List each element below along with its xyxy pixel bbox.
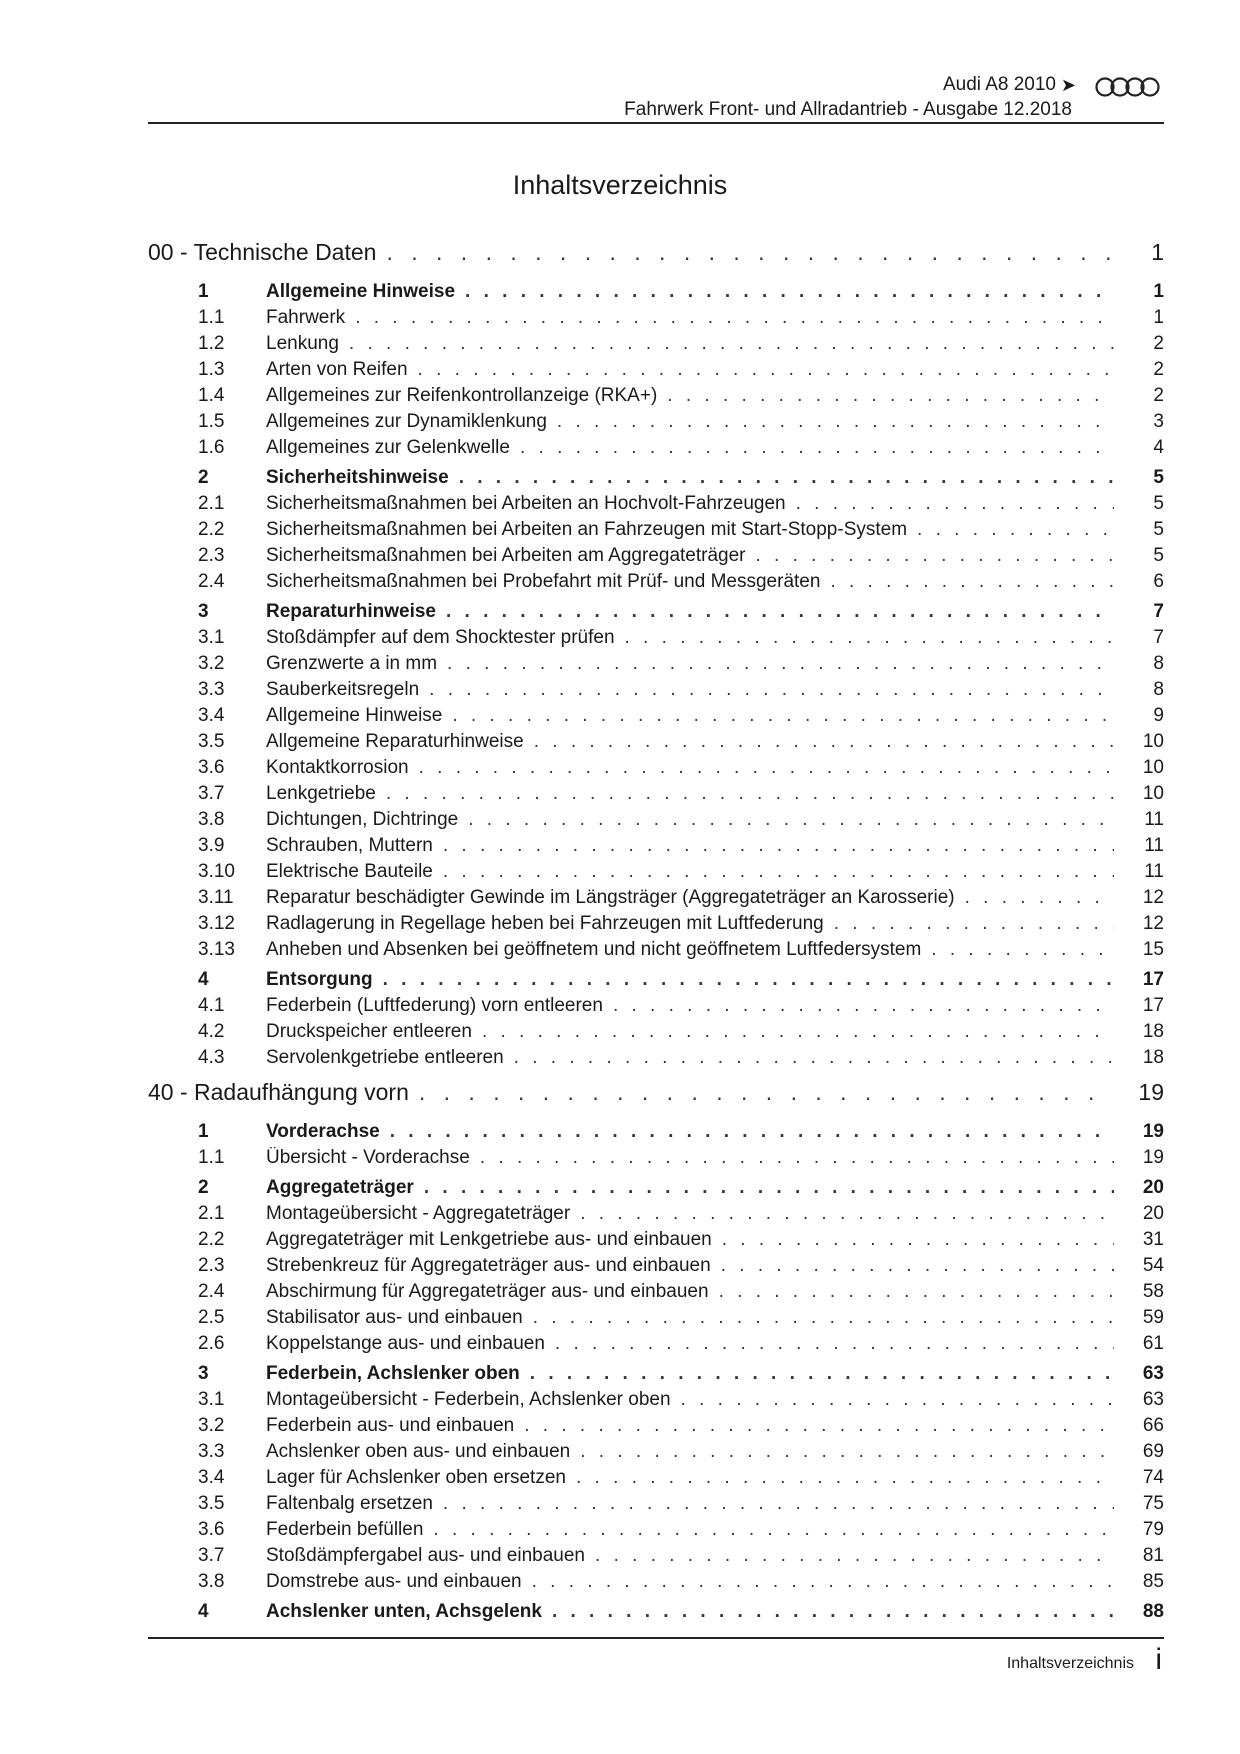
dot-leader (433, 1519, 1114, 1541)
toc-entry-page: 5 (1153, 545, 1164, 566)
toc-entry-number: 3.11 (198, 887, 234, 908)
toc-entry-page: 4 (1153, 437, 1164, 458)
toc-sub-row[interactable] (148, 995, 1164, 1021)
toc-entry-title: Abschirmung für Aggregateträger aus- und einbauen (266, 1281, 709, 1302)
dot-leader (756, 545, 1115, 567)
dot-leader (383, 969, 1114, 991)
dot-leader (446, 601, 1114, 623)
header-subtitle: Fahrwerk Front- und Allradantrieb - Ausgabe 12.2018 (624, 99, 1072, 120)
toc-sub-row[interactable] (148, 835, 1164, 861)
dot-leader (480, 1147, 1114, 1169)
toc-entry-title: Kontaktkorrosion (266, 757, 409, 778)
toc-entry-page: 11 (1144, 809, 1164, 830)
toc-section-row[interactable] (148, 1177, 1164, 1203)
toc-sub-row[interactable] (148, 359, 1164, 385)
toc-sub-row[interactable] (148, 385, 1164, 411)
dot-leader (681, 1389, 1114, 1411)
toc-entry-number: 2.5 (198, 1307, 225, 1328)
toc-entry-page: 85 (1142, 1571, 1164, 1592)
toc-entry-title: Fahrwerk (266, 307, 346, 328)
toc-entry-title: Lager für Achslenker oben ersetzen (266, 1467, 566, 1488)
toc-entry-page: 12 (1142, 913, 1164, 934)
toc-section-row[interactable] (148, 969, 1164, 995)
toc-entry-title: Lenkung (266, 333, 339, 354)
toc-entry-title: Reparaturhinweise (266, 601, 436, 622)
dot-leader (447, 653, 1114, 675)
toc-sub-row[interactable] (148, 1389, 1164, 1415)
toc-entry-page: 63 (1142, 1363, 1164, 1384)
toc-entry-title: Sicherheitsmaßnahmen bei Probefahrt mit Prüf- und Messgeräten (266, 571, 821, 592)
toc-entry-page: 1 (1153, 281, 1164, 302)
toc-entry-number: 2.2 (198, 519, 225, 540)
table-of-contents (148, 239, 1164, 1627)
toc-entry-number: 3.4 (198, 1467, 225, 1488)
toc-entry-title: Koppelstange aus- und einbauen (266, 1333, 545, 1354)
toc-sub-row[interactable] (148, 1281, 1164, 1307)
toc-entry-number: 2.1 (198, 493, 225, 514)
toc-entry-page: 31 (1142, 1229, 1164, 1250)
toc-sub-row[interactable] (148, 571, 1164, 597)
toc-entry-number: 1.1 (198, 307, 225, 328)
toc-entry-page: 11 (1144, 835, 1164, 856)
toc-entry-number: 3.7 (198, 1545, 225, 1566)
toc-sub-row[interactable] (148, 333, 1164, 359)
toc-entry-number: 1.6 (198, 437, 225, 458)
toc-sub-row[interactable] (148, 1571, 1164, 1597)
toc-entry-number: 2.3 (198, 545, 225, 566)
toc-entry-title: Allgemeine Hinweise (266, 281, 456, 302)
arrow-icon: ➤ (1060, 75, 1076, 95)
toc-entry-number: 3.6 (198, 1519, 225, 1540)
toc-entry-page: 88 (1142, 1601, 1164, 1622)
dot-leader (721, 1255, 1114, 1277)
toc-entry-number: 3.1 (198, 1389, 225, 1410)
toc-entry-page: 59 (1142, 1307, 1164, 1328)
dot-leader (468, 809, 1114, 831)
toc-sub-row[interactable] (148, 731, 1164, 757)
toc-sub-row[interactable] (148, 1545, 1164, 1571)
toc-chapter-row[interactable] (148, 239, 1164, 277)
toc-entry-number: 3.10 (198, 861, 235, 882)
toc-entry-number: 2.1 (198, 1203, 225, 1224)
toc-entry-title: Stoßdämpfergabel aus- und einbauen (266, 1545, 586, 1566)
dot-leader (830, 571, 1114, 593)
toc-sub-row[interactable] (148, 783, 1164, 809)
dot-leader (524, 1415, 1114, 1437)
toc-entry-number: 2.4 (198, 1281, 225, 1302)
toc-entry-title: Achslenker unten, Achsgelenk (266, 1601, 542, 1622)
toc-entry-page: 8 (1153, 679, 1164, 700)
page-title: Inhaltsverzeichnis (512, 170, 728, 200)
toc-entry-number: 1.2 (198, 333, 225, 354)
dot-leader (917, 519, 1114, 541)
toc-sub-row[interactable] (148, 1255, 1164, 1281)
toc-entry-page: 19 (1142, 1147, 1164, 1168)
toc-entry-page: 9 (1153, 705, 1164, 726)
toc-entry-number: 3.6 (198, 757, 225, 778)
toc-entry-page: 74 (1142, 1467, 1164, 1488)
footer-label: Inhaltsverzeichnis (1006, 1655, 1134, 1672)
toc-entry-page: 18 (1142, 1047, 1164, 1068)
toc-entry-number: 1 (198, 1121, 209, 1142)
toc-entry-title: Servolenkgetriebe entleeren (266, 1047, 504, 1068)
toc-entry-page: 3 (1153, 411, 1164, 432)
toc-entry-title: Federbein, Achslenker oben (266, 1363, 520, 1384)
toc-entry-title: Aggregateträger (266, 1177, 414, 1198)
dot-leader (719, 1281, 1114, 1303)
toc-sub-row[interactable] (148, 861, 1164, 887)
toc-entry-title: Allgemeines zur Gelenkwelle (266, 437, 510, 458)
toc-entry-number: 3.4 (198, 705, 225, 726)
toc-entry-number: 3.3 (198, 679, 225, 700)
toc-entry-number: 3.3 (198, 1441, 225, 1462)
toc-entry-number: 3.13 (198, 939, 235, 960)
toc-entry-title: Faltenbalg ersetzen (266, 1493, 433, 1514)
toc-entry-number: 4 (198, 1601, 209, 1622)
toc-entry-title: Grenzwerte a in mm (266, 653, 438, 674)
toc-entry-page: 63 (1142, 1389, 1164, 1410)
toc-sub-row[interactable] (148, 627, 1164, 653)
toc-sub-row[interactable] (148, 1203, 1164, 1229)
toc-entry-title: Federbein (Luftfederung) vorn entleeren (266, 995, 603, 1016)
toc-entry-number: 2.2 (198, 1229, 225, 1250)
toc-entry-page: 5 (1153, 519, 1164, 540)
toc-entry-number: 3.9 (198, 835, 225, 856)
toc-entry-title: Montageübersicht - Aggregateträger (266, 1203, 571, 1224)
toc-entry-page: 20 (1142, 1177, 1164, 1198)
toc-entry-number: 4.3 (198, 1047, 225, 1068)
dot-leader (418, 359, 1114, 381)
dot-leader (625, 627, 1114, 649)
toc-chapter-row[interactable] (148, 1079, 1164, 1117)
toc-section-row[interactable] (148, 1601, 1164, 1627)
toc-section-row[interactable] (148, 1363, 1164, 1389)
toc-entry-number: 3.8 (198, 809, 225, 830)
dot-leader (667, 385, 1114, 407)
dot-leader (580, 1203, 1114, 1225)
toc-entry-number: 4 (198, 969, 209, 990)
toc-sub-row[interactable] (148, 493, 1164, 519)
toc-entry-title: Sicherheitsmaßnahmen bei Arbeiten am Aggregateträger (266, 545, 746, 566)
toc-entry-title: Schrauben, Muttern (266, 835, 433, 856)
toc-sub-row[interactable] (148, 1307, 1164, 1333)
toc-entry-page: 69 (1142, 1441, 1164, 1462)
dot-leader (386, 239, 1114, 266)
toc-entry-page: 19 (1142, 1121, 1164, 1142)
toc-entry-number: 3.2 (198, 1415, 225, 1436)
toc-entry-page: 7 (1153, 601, 1164, 622)
toc-entry-title: Dichtungen, Dichtringe (266, 809, 459, 830)
toc-entry-number: 3 (198, 1363, 209, 1384)
toc-entry-title: Elektrische Bauteile (266, 861, 433, 882)
toc-entry-number: 1.1 (198, 1147, 225, 1168)
dot-leader (465, 281, 1114, 303)
page-header (148, 70, 1164, 124)
toc-entry-page: 20 (1142, 1203, 1164, 1224)
toc-entry-title: Sauberkeitsregeln (266, 679, 420, 700)
toc-sub-row[interactable] (148, 545, 1164, 571)
dot-leader (931, 939, 1114, 961)
toc-sub-row[interactable] (148, 757, 1164, 783)
toc-entry-page: 81 (1142, 1545, 1164, 1566)
header-model-text: Audi A8 2010 (942, 74, 1056, 95)
toc-entry-title: Lenkgetriebe (266, 783, 376, 804)
toc-entry-title: Allgemeine Hinweise (266, 705, 443, 726)
toc-entry-number: 2.6 (198, 1333, 225, 1354)
dot-leader (595, 1545, 1114, 1567)
toc-entry-number: 3.12 (198, 913, 235, 934)
toc-entry-number: 1.5 (198, 411, 225, 432)
toc-sub-row[interactable] (148, 1229, 1164, 1255)
toc-entry-page: 10 (1142, 757, 1164, 778)
dot-leader (443, 1493, 1114, 1515)
toc-sub-row[interactable] (148, 939, 1164, 965)
dot-leader (459, 467, 1114, 489)
toc-entry-number: 4.2 (198, 1021, 225, 1042)
toc-entry-title: Anheben und Absenken bei geöffnetem und nicht geöffnetem Luftfedersystem (266, 939, 922, 960)
toc-entry-page: 19 (1138, 1079, 1164, 1105)
dot-leader (424, 1177, 1114, 1199)
dot-leader (443, 861, 1114, 883)
header-model (943, 74, 1078, 96)
dot-leader (419, 1079, 1114, 1106)
dot-leader (452, 705, 1114, 727)
toc-sub-row[interactable] (148, 411, 1164, 437)
toc-entry-title: Allgemeines zur Reifenkontrollanzeige (RKA+) (266, 385, 658, 406)
toc-sub-row[interactable] (148, 679, 1164, 705)
toc-entry-page: 6 (1153, 571, 1164, 592)
toc-entry-page: 5 (1153, 467, 1164, 488)
dot-leader (390, 1121, 1114, 1143)
toc-entry-title: Druckspeicher entleeren (266, 1021, 472, 1042)
toc-entry-title: Arten von Reifen (266, 359, 408, 380)
toc-sub-row[interactable] (148, 519, 1164, 545)
toc-sub-row[interactable] (148, 1047, 1164, 1073)
toc-entry-page: 10 (1142, 731, 1164, 752)
dot-leader (834, 913, 1114, 935)
toc-sub-row[interactable] (148, 1467, 1164, 1493)
toc-sub-row[interactable] (148, 307, 1164, 333)
dot-leader (349, 333, 1114, 355)
toc-entry-page: 11 (1144, 861, 1164, 882)
dot-leader (532, 1571, 1114, 1593)
toc-sub-row[interactable] (148, 809, 1164, 835)
dot-leader (482, 1021, 1114, 1043)
toc-entry-title: Übersicht - Vorderachse (266, 1147, 470, 1168)
toc-entry-title: Federbein befüllen (266, 1519, 424, 1540)
toc-section-row[interactable] (148, 1121, 1164, 1147)
toc-entry-title: 00 - Technische Daten (148, 239, 377, 265)
toc-entry-title: Entsorgung (266, 969, 373, 990)
toc-entry-title: Montageübersicht - Federbein, Achslenker oben (266, 1389, 671, 1410)
toc-entry-title: Domstrebe aus- und einbauen (266, 1571, 522, 1592)
toc-entry-number: 3.8 (198, 1571, 225, 1592)
toc-entry-page: 2 (1153, 333, 1164, 354)
toc-sub-row[interactable] (148, 705, 1164, 731)
dot-leader (386, 783, 1114, 805)
dot-leader (534, 731, 1114, 753)
dot-leader (796, 493, 1114, 515)
toc-sub-row[interactable] (148, 1021, 1164, 1047)
toc-section-row[interactable] (148, 467, 1164, 493)
toc-entry-title: Allgemeines zur Dynamiklenkung (266, 411, 547, 432)
dot-leader (576, 1467, 1114, 1489)
dot-leader (533, 1307, 1114, 1329)
toc-entry-number: 3.1 (198, 627, 225, 648)
toc-entry-page: 58 (1142, 1281, 1164, 1302)
dot-leader (965, 887, 1114, 909)
dot-leader (443, 835, 1114, 857)
toc-entry-title: Allgemeine Reparaturhinweise (266, 731, 524, 752)
dot-leader (520, 437, 1114, 459)
toc-entry-title: Achslenker oben aus- und einbauen (266, 1441, 571, 1462)
toc-entry-number: 3.7 (198, 783, 225, 804)
toc-entry-page: 2 (1153, 359, 1164, 380)
toc-entry-title: Sicherheitshinweise (266, 467, 449, 488)
toc-entry-page: 17 (1142, 995, 1164, 1016)
toc-section-row[interactable] (148, 601, 1164, 627)
toc-entry-page: 75 (1142, 1493, 1164, 1514)
toc-entry-page: 15 (1142, 939, 1164, 960)
toc-sub-row[interactable] (148, 1519, 1164, 1545)
toc-entry-number: 3 (198, 601, 209, 622)
dot-leader (613, 995, 1114, 1017)
dot-leader (722, 1229, 1114, 1251)
toc-sub-row[interactable] (148, 437, 1164, 463)
toc-entry-page: 1 (1153, 307, 1164, 328)
toc-sub-row[interactable] (148, 913, 1164, 939)
toc-sub-row[interactable] (148, 1333, 1164, 1359)
toc-entry-page: 66 (1142, 1415, 1164, 1436)
toc-entry-page: 79 (1142, 1519, 1164, 1540)
toc-entry-title: Stabilisator aus- und einbauen (266, 1307, 523, 1328)
toc-entry-number: 2 (198, 467, 209, 488)
dot-leader (555, 1333, 1114, 1355)
toc-entry-number: 3.2 (198, 653, 225, 674)
toc-entry-page: 7 (1153, 627, 1164, 648)
toc-entry-page: 2 (1153, 385, 1164, 406)
page-footer (148, 1637, 1164, 1676)
toc-entry-page: 61 (1142, 1333, 1164, 1354)
dot-leader (355, 307, 1114, 329)
footer-page-number: i (1155, 1643, 1162, 1676)
toc-entry-title: 40 - Radaufhängung vorn (148, 1079, 409, 1105)
toc-entry-page: 10 (1142, 783, 1164, 804)
audi-rings-icon (1094, 76, 1164, 98)
toc-entry-page: 54 (1142, 1255, 1164, 1276)
toc-entry-title: Reparatur beschädigter Gewinde im Längsträger (Aggregateträger an Karosserie) (266, 887, 955, 908)
dot-leader (429, 679, 1114, 701)
toc-entry-title: Stoßdämpfer auf dem Shocktester prüfen (266, 627, 615, 648)
toc-sub-row[interactable] (148, 887, 1164, 913)
toc-entry-number: 1.3 (198, 359, 225, 380)
toc-sub-row[interactable] (148, 1493, 1164, 1519)
dot-leader (580, 1441, 1114, 1463)
toc-sub-row[interactable] (148, 1415, 1164, 1441)
toc-entry-page: 5 (1153, 493, 1164, 514)
toc-entry-title: Federbein aus- und einbauen (266, 1415, 515, 1436)
toc-entry-page: 1 (1151, 239, 1164, 265)
toc-entry-page: 8 (1153, 653, 1164, 674)
toc-sub-row[interactable] (148, 1441, 1164, 1467)
toc-sub-row[interactable] (148, 1147, 1164, 1173)
toc-entry-title: Radlagerung in Regellage heben bei Fahrzeugen mit Luftfederung (266, 913, 824, 934)
toc-entry-page: 12 (1142, 887, 1164, 908)
toc-entry-number: 1 (198, 281, 209, 302)
dot-leader (514, 1047, 1114, 1069)
dot-leader (419, 757, 1114, 779)
toc-entry-number: 1.4 (198, 385, 225, 406)
toc-section-row[interactable] (148, 281, 1164, 307)
toc-entry-number: 2.4 (198, 571, 225, 592)
toc-entry-page: 17 (1142, 969, 1164, 990)
dot-leader (530, 1363, 1114, 1385)
toc-entry-title: Vorderachse (266, 1121, 380, 1142)
toc-entry-number: 3.5 (198, 1493, 225, 1514)
toc-entry-title: Sicherheitsmaßnahmen bei Arbeiten an Fahrzeugen mit Start-Stopp-System (266, 519, 908, 540)
toc-entry-number: 3.5 (198, 731, 225, 752)
dot-leader (557, 411, 1114, 433)
dot-leader (552, 1601, 1114, 1623)
toc-entry-number: 2.3 (198, 1255, 225, 1276)
toc-sub-row[interactable] (148, 653, 1164, 679)
toc-entry-page: 18 (1142, 1021, 1164, 1042)
toc-entry-number: 4.1 (198, 995, 225, 1016)
toc-entry-title: Aggregateträger mit Lenkgetriebe aus- und einbauen (266, 1229, 712, 1250)
toc-entry-number: 2 (198, 1177, 209, 1198)
toc-entry-title: Sicherheitsmaßnahmen bei Arbeiten an Hochvolt-Fahrzeugen (266, 493, 786, 514)
toc-entry-title: Strebenkreuz für Aggregateträger aus- und einbauen (266, 1255, 711, 1276)
